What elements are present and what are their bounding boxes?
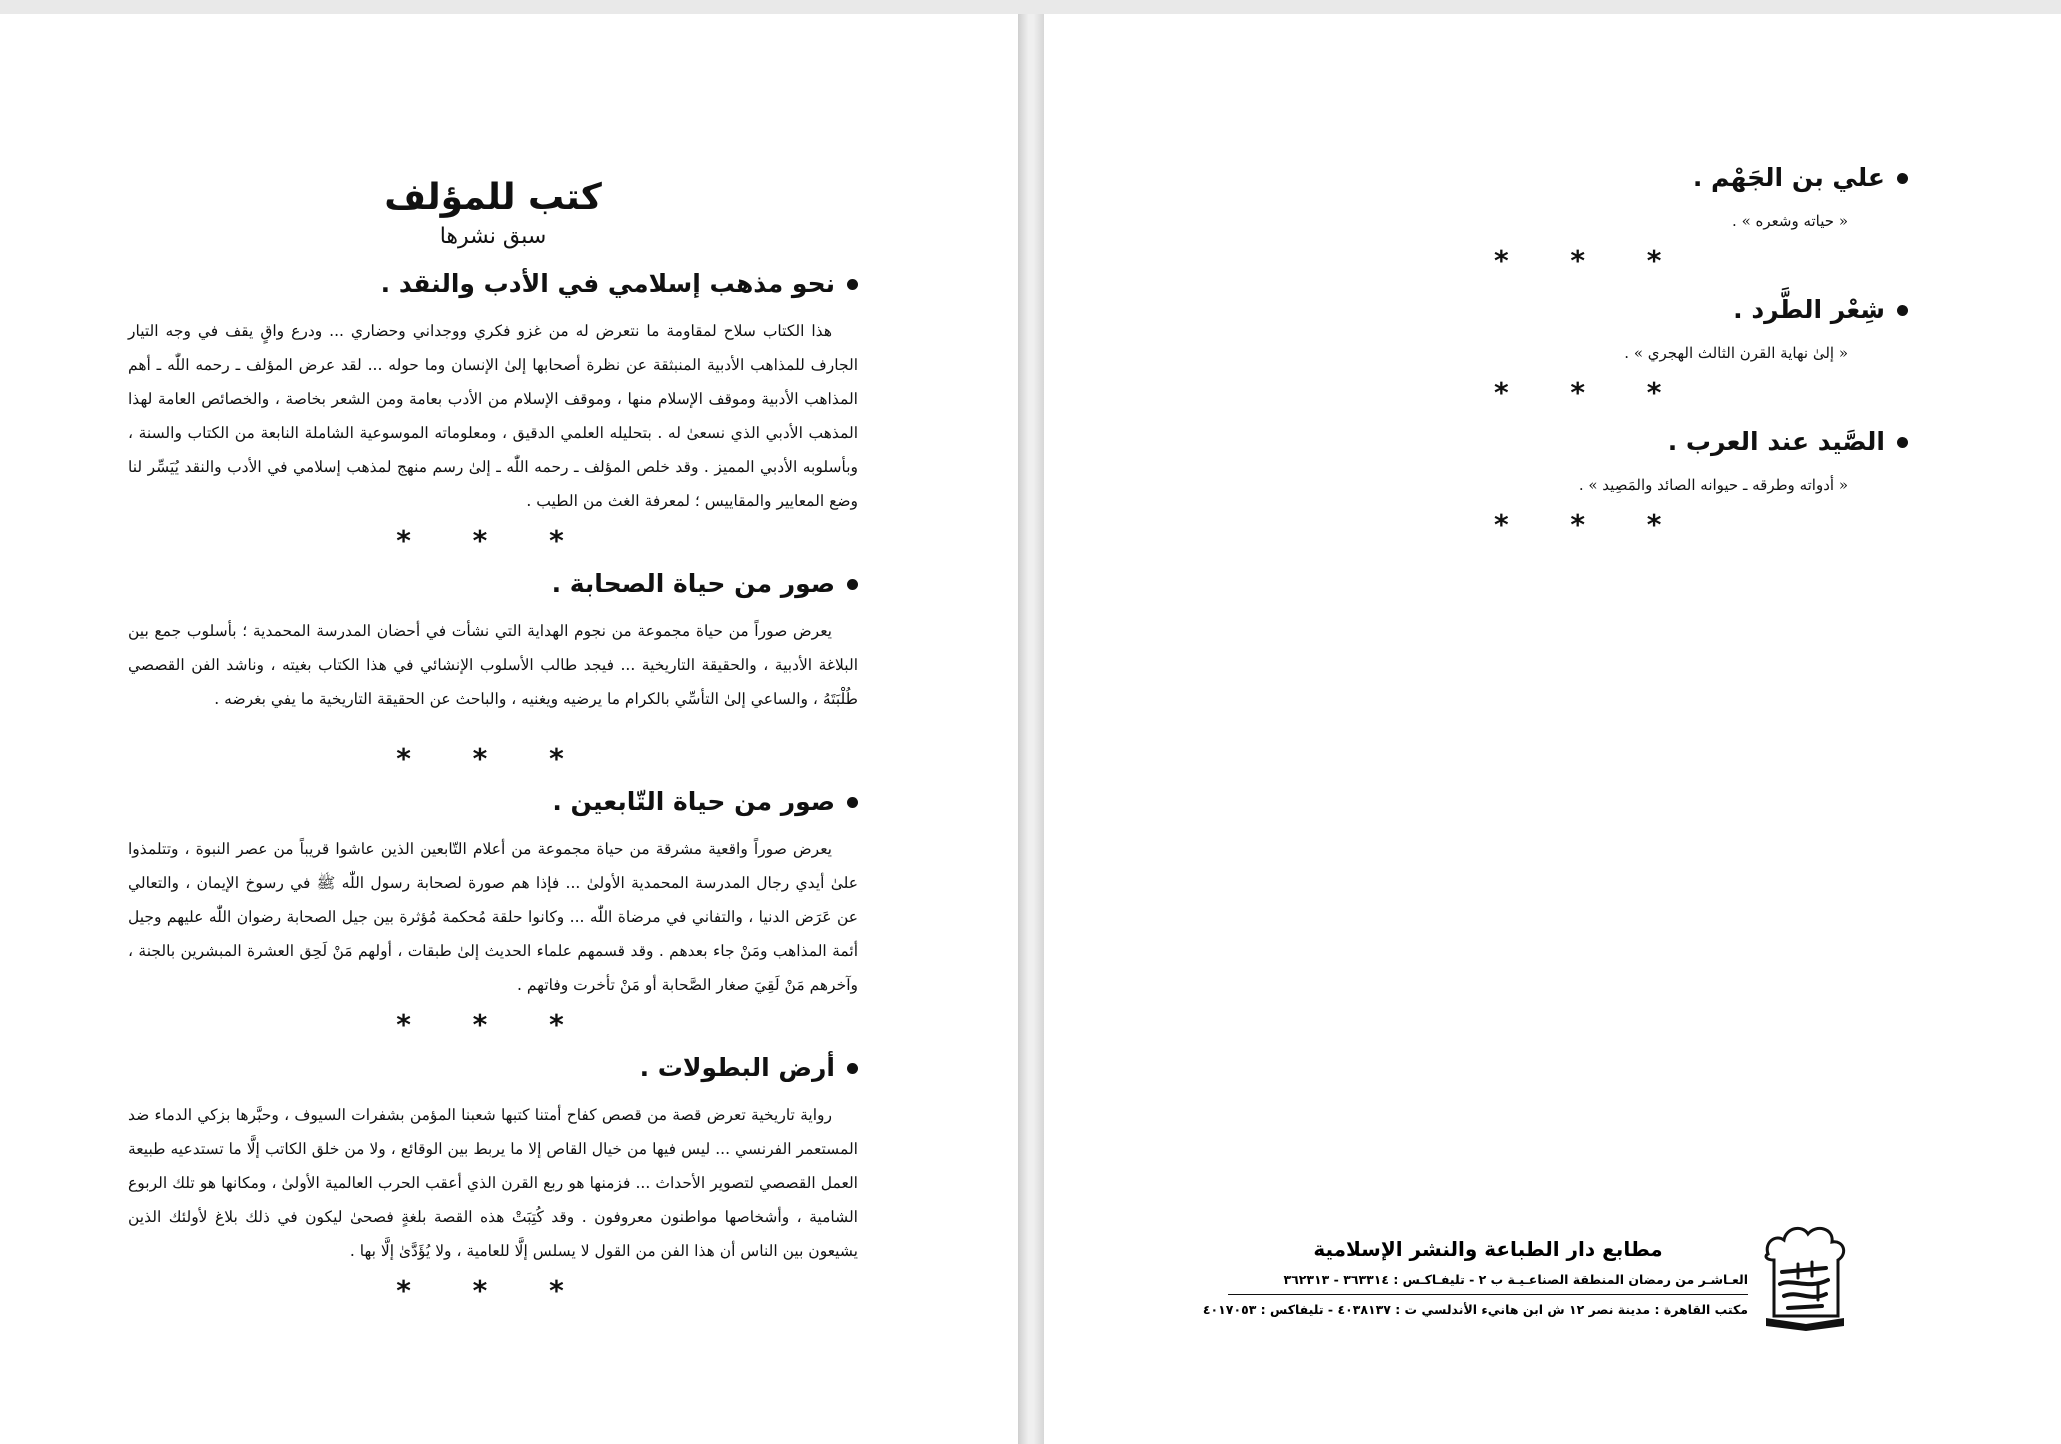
section-divider: * * * — [1494, 376, 1688, 409]
book-description: رواية تاريخية تعرض قصة من قصص كفاح أمتنا كتبها شعبنا المؤمن بشفرات السيوف ، وحبَّرها بزكي الدماء ضد المستعمر الفرنسي ... ليس فيها من خيال القاص إلا ما يربط بين الوقائع ، ولا من خلق الكاتب إلَّا ما تستدعيه طبيعة العمل القصصي لتصوير الأحداث ... فزمنها هو ربع القرن الذي أعقب الحرب العالمية الأولىٰ ، ومكانها هو تلك الربوع الشامية ، وأشخاصها مواطنون معروفون . وقد كُتِبَتْ هذه القصة بلغةٍ فصحىٰ ليكون في ذلك بلاغ لأولئك الذين يشيعون بين الناس أن هذا الفن من القول لا يسلس إلَّا للعامية ، ولا يُؤَدَّىٰ إلَّا بها . — [128, 1106, 858, 1260]
book-title-text: صور من حياة الصحابة . — [551, 569, 835, 598]
book-subtitle: « إلىٰ نهاية القرن الثالث الهجري » . — [1624, 344, 1848, 362]
book-title-text: علي بن الجَهْم . — [1692, 163, 1885, 192]
book-title — [1488, 422, 1908, 462]
bullet-icon — [847, 1063, 858, 1074]
book-title-text: الصَّيد عند العرب . — [1667, 427, 1885, 456]
publisher-logo-icon — [1758, 1220, 1850, 1332]
section-divider: * * * — [396, 1274, 590, 1307]
section-divider: * * * — [1494, 244, 1688, 277]
section-divider: * * * — [396, 524, 590, 557]
book-entry — [1488, 290, 1908, 368]
publisher-colophon — [1202, 1220, 1850, 1340]
publisher-details — [1202, 1234, 1748, 1322]
bullet-icon — [847, 279, 858, 290]
bullet-icon — [847, 579, 858, 590]
section-divider: * * * — [1494, 508, 1688, 541]
book-title — [128, 564, 858, 604]
divider-rule — [1228, 1294, 1748, 1295]
more-books-list — [1488, 158, 1908, 554]
book-title — [128, 782, 858, 822]
left-page — [0, 14, 1018, 1444]
book-title — [128, 1048, 858, 1088]
book-title — [1488, 158, 1908, 198]
book-description: هذا الكتاب سلاح لمقاومة ما نتعرض له من غزو فكري ووجداني وحضاري ... ودرع واقٍ يقف في وجه التيار الجارف للمذاهب الأدبية المنبثقة عن نظرة أصحابها إلىٰ الإنسان وما حوله ... لقد عرض المؤلف ـ رحمه اللّٰه ـ أهم المذاهب الأدبية وموقف الإسلام منها ، وموقف الإسلام من الأدب بعامة ومن الشعر بخاصة ، والخصائص العامة لهذا المذهب الأدبي الذي نسعىٰ له . بتحليله العلمي الدقيق ، ومعلوماته الموسوعية الشاملة النابعة من الكتاب والسنة ، وبأسلوبه الأدبي المميز . وقد خلص المؤلف ـ رحمه اللّٰه ـ إلىٰ رسم منهج لمذهب إسلامي في الأدب والنقد يُيَسِّر لنا وضع المعايير والمقاييس ؛ لمعرفة الغث من الطيب . — [128, 322, 858, 510]
page-title: كتب للمؤلف — [384, 177, 602, 218]
bullet-icon — [1897, 173, 1908, 184]
book-entry — [1488, 422, 1908, 500]
book-title-text: شِعْر الطَّرد . — [1733, 295, 1885, 324]
book-title — [128, 264, 858, 304]
page-gutter — [1018, 14, 1044, 1444]
book-entry — [1488, 158, 1908, 236]
bullet-icon — [847, 797, 858, 808]
publisher-address-2: مكتب القاهرة : مدينة نصر ١٢ ش ابن هانيء الأندلسي ت : ٤٠٣٨١٣٧ - تليفاكس : ٤٠١٧٠٥٣ — [1202, 1302, 1748, 1317]
book-description: يعرض صوراً من حياة مجموعة من نجوم الهداية التي نشأت في أحضان المدرسة المحمدية ؛ بأسلوب جمع بين البلاغة الأدبية ، والحقيقة التاريخية ... فيجد طالب الأسلوب الإنشائي في هذا الكتاب بغيته ، وناشد الفن القصصي طُلْبَتَهُ ، والساعي إلىٰ التأسِّي بالكرام ما يرضيه ويغنيه ، والباحث عن الحقيقة التاريخية ما يفي بغرضه . — [128, 622, 858, 708]
book-description: يعرض صوراً واقعية مشرقة من حياة مجموعة من أعلام التّابعين الذين عاشوا قريباً من عصر النبوة ، وتتلمذوا علىٰ أيدي رجال المدرسة المحمدية الأولىٰ ... فإذا هم صورة لصحابة رسول اللّٰه ﷺ في رسوخ الإيمان ، والتعالي عن عَرَض الدنيا ، والتفاني في مرضاة اللّٰه ... وكانوا حلقة مُحكمة مُؤثرة بين جيل الصحابة رضوان اللّٰه عليهم وجيل أئمة المذاهب ومَنْ جاء بعدهم . وقد قسمهم علماء الحديث إلىٰ طبقات ، أولهم مَنْ لَحِق العشرة المبشرين بالجنة ، وآخرهم مَنْ لَقِيَ صغار الصَّحابة أو مَنْ تأخرت وفاتهم . — [128, 840, 858, 994]
book-title-text: صور من حياة التّابعين . — [552, 787, 835, 816]
book-title-text: نحو مذهب إسلامي في الأدب والنقد . — [380, 269, 835, 298]
book-subtitle: « حياته وشعره » . — [1732, 212, 1848, 230]
author-books-list — [128, 174, 858, 1314]
bullet-icon — [1897, 305, 1908, 316]
book-entry — [128, 564, 858, 716]
book-title — [1488, 290, 1908, 330]
page-subtitle: سبق نشرها — [439, 224, 547, 249]
book-subtitle: « أدواته وطرقه ـ حيوانه الصائد والمَصِيد » . — [1578, 476, 1848, 494]
dar-logo — [1758, 1220, 1850, 1332]
book-title-text: أرض البطولات . — [639, 1053, 835, 1082]
book-entry — [128, 782, 858, 1002]
section-divider: * * * — [396, 742, 590, 775]
publisher-name: مطابع دار الطباعة والنشر الإسلامية — [1313, 1237, 1663, 1261]
book-entry — [128, 1048, 858, 1268]
section-divider: * * * — [396, 1008, 590, 1041]
book-entry — [128, 264, 858, 518]
publisher-address-1: العـاشـر من رمضان المنطقة الصناعـيـة ب ٢ - تليفـاكـس : ٣٦٣٣١٤ - ٣٦٢٣١٣ — [1283, 1272, 1748, 1287]
bullet-icon — [1897, 437, 1908, 448]
